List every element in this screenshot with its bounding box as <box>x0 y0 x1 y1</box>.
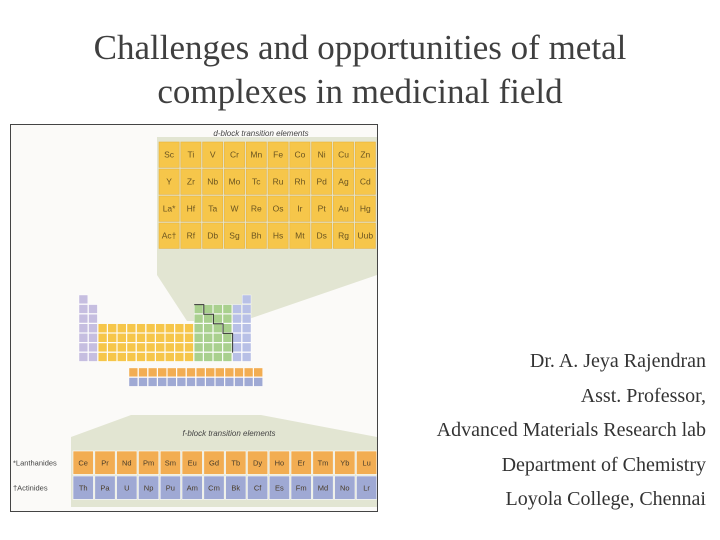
mini-table-cell <box>156 324 165 333</box>
d-block-symbol: Pd <box>316 176 327 187</box>
d-block-cell <box>355 223 375 248</box>
f-block-symbol: Tb <box>231 458 241 468</box>
mini-table-cell <box>117 333 126 342</box>
d-block-symbol: Co <box>294 149 306 160</box>
mini-f-cell <box>129 368 138 377</box>
mini-table-cell <box>89 343 98 352</box>
f-block-cell <box>335 476 355 499</box>
d-block-cell <box>312 223 332 248</box>
d-block-cell <box>333 169 353 194</box>
title-line-1: Challenges and opportunities of metal <box>93 28 627 67</box>
mini-table-cell <box>223 333 232 342</box>
d-block-cell <box>290 196 310 221</box>
mini-table-cell <box>165 353 174 362</box>
mini-table-cell <box>213 305 222 314</box>
author-department: Department of Chemistry <box>501 453 706 476</box>
mini-table-cell <box>204 324 213 333</box>
d-block-symbol: Sc <box>164 149 175 160</box>
mini-table-cell <box>146 353 155 362</box>
d-block-cell <box>181 142 201 167</box>
mini-f-cell <box>225 368 234 377</box>
f-block-symbol: Es <box>275 483 284 493</box>
f-block-cell <box>204 476 224 499</box>
d-block-cell <box>203 223 223 248</box>
mini-table-cell <box>213 324 222 333</box>
d-block-cell <box>224 142 244 167</box>
mini-f-cell <box>206 378 215 387</box>
f-block-row-label: †Actinides <box>13 483 48 493</box>
d-block-symbol: Ni <box>317 149 326 160</box>
f-block-cell <box>226 451 246 474</box>
mini-table-cell <box>98 353 107 362</box>
mini-f-cell <box>244 378 253 387</box>
mini-table-cell <box>213 343 222 352</box>
d-block-symbol: Rh <box>294 176 306 187</box>
d-block-cell <box>203 169 223 194</box>
d-block-cell <box>224 169 244 194</box>
mini-table-cell <box>185 333 194 342</box>
mini-table-cell <box>137 343 146 352</box>
d-block-symbol: Mn <box>250 149 263 160</box>
mini-table-cell <box>204 343 213 352</box>
mini-f-cell <box>177 378 186 387</box>
d-block-cell <box>268 142 288 167</box>
mini-table-cell <box>165 324 174 333</box>
mini-table-cell <box>79 333 88 342</box>
d-block-cell <box>159 142 179 167</box>
d-block-cell <box>246 196 266 221</box>
f-block-symbol: Eu <box>187 458 197 468</box>
f-block-cell <box>160 476 180 499</box>
f-block-cell <box>182 476 202 499</box>
mini-table-cell <box>213 333 222 342</box>
mini-f-cell <box>215 378 224 387</box>
d-block-symbol: Cr <box>230 149 239 160</box>
d-block-symbol: Y <box>166 176 172 187</box>
mini-f-cell <box>196 368 205 377</box>
mini-table-cell <box>242 343 251 352</box>
slide-title <box>20 26 700 114</box>
f-block-symbol: Pu <box>165 483 175 493</box>
f-block-symbol: No <box>340 483 350 493</box>
f-block-cell <box>313 476 333 499</box>
d-block-symbol: W <box>230 203 239 214</box>
f-block-symbol: Np <box>143 483 154 493</box>
mini-table-cell <box>89 314 98 323</box>
mini-table-cell <box>194 324 203 333</box>
mini-table-cell <box>242 324 251 333</box>
d-block-cell <box>181 169 201 194</box>
mini-table-cell <box>242 305 251 314</box>
mini-table-cell <box>213 314 222 323</box>
f-block-symbol: Yb <box>340 458 350 468</box>
mini-table-cell <box>165 333 174 342</box>
mini-f-cell <box>177 368 186 377</box>
f-block-cell <box>269 476 289 499</box>
d-block-cell <box>224 223 244 248</box>
mini-table-cell <box>204 314 213 323</box>
mini-table-cell <box>213 353 222 362</box>
mini-table-cell <box>127 353 136 362</box>
mini-table-cell <box>194 333 203 342</box>
f-block-symbol: Er <box>297 458 305 468</box>
d-block-symbol: Hs <box>272 230 284 241</box>
d-block-cell <box>355 196 375 221</box>
mini-table-cell <box>108 333 117 342</box>
f-block-cell <box>291 451 311 474</box>
d-block-symbol: Pt <box>317 203 326 214</box>
d-block-symbol: Os <box>272 203 284 214</box>
mini-f-cell <box>254 368 263 377</box>
mini-f-cell <box>187 368 196 377</box>
mini-table-cell <box>175 324 184 333</box>
author-block <box>437 344 706 517</box>
author-position: Asst. Professor, <box>580 384 706 407</box>
f-block-symbol: Pa <box>100 483 110 493</box>
author-college: Loyola College, Chennai <box>505 488 706 510</box>
d-block-symbol: Ti <box>187 149 195 160</box>
d-block-cell <box>246 169 266 194</box>
mini-f-cell <box>148 368 157 377</box>
mini-table-cell <box>146 333 155 342</box>
d-block-symbol: Au <box>338 203 349 214</box>
mini-table-cell <box>117 353 126 362</box>
d-block-cell <box>203 142 223 167</box>
d-block-symbol: Ag <box>338 176 349 187</box>
d-block-cell <box>355 142 375 167</box>
author-name: Dr. A. Jeya Rajendran <box>529 350 706 372</box>
d-block-symbol: Zn <box>360 149 371 160</box>
title-line-2: complexes in medicinal field <box>157 72 563 111</box>
f-block-cell <box>160 451 180 474</box>
f-block-symbol: Lu <box>362 458 371 468</box>
mini-table-cell <box>146 343 155 352</box>
f-block-cell <box>204 451 224 474</box>
mini-table-cell <box>137 353 146 362</box>
f-block-cell <box>335 451 355 474</box>
d-block-symbol: V <box>209 149 216 160</box>
mini-table-cell <box>204 305 213 314</box>
mini-f-cell <box>129 378 138 387</box>
mini-table-cell <box>223 353 232 362</box>
mini-table-cell <box>223 324 232 333</box>
mini-table-cell <box>98 333 107 342</box>
d-block-cell <box>312 196 332 221</box>
d-block-symbol: Fe <box>273 149 284 160</box>
f-block-symbol: Cm <box>208 483 220 493</box>
mini-table-cell <box>223 343 232 352</box>
mini-table-cell <box>98 324 107 333</box>
mini-f-cell <box>167 368 176 377</box>
mini-table-cell <box>108 324 117 333</box>
d-block-cell <box>290 142 310 167</box>
mini-f-cell <box>235 368 244 377</box>
mini-table-cell <box>108 343 117 352</box>
mini-f-cell <box>158 378 167 387</box>
f-block-symbol: Ho <box>274 458 285 468</box>
f-block-cell <box>117 451 137 474</box>
f-block-cell <box>291 476 311 499</box>
mini-table-cell <box>185 324 194 333</box>
d-block-symbol: Rg <box>338 230 349 241</box>
author-lab: Advanced Materials Research lab <box>436 419 706 441</box>
d-block-cell <box>203 196 223 221</box>
periodic-table-figure <box>10 124 378 512</box>
f-block-symbol: Cf <box>253 483 262 493</box>
f-block-cell <box>247 451 267 474</box>
mini-table-cell <box>233 333 242 342</box>
mini-table-cell <box>156 333 165 342</box>
f-block-symbol: U <box>124 483 130 493</box>
f-block-cell <box>269 451 289 474</box>
f-block-symbol: Th <box>78 483 88 493</box>
mini-table-cell <box>175 333 184 342</box>
mini-table-cell <box>165 343 174 352</box>
mini-f-cell <box>167 378 176 387</box>
f-block-title: f-block transition elements <box>182 429 276 438</box>
f-block-cell <box>138 451 158 474</box>
f-block-cell <box>182 451 202 474</box>
mini-f-cell <box>244 368 253 377</box>
mini-table-cell <box>89 353 98 362</box>
f-block-symbol: Nd <box>122 458 132 468</box>
f-block-symbol: Fm <box>295 483 307 493</box>
d-block-cell <box>159 169 179 194</box>
d-block-symbol: Hg <box>359 203 371 214</box>
f-block-symbol: Pr <box>101 458 109 468</box>
d-block-symbol: Ac† <box>161 230 177 241</box>
mini-f-cell <box>235 378 244 387</box>
mini-f-cell <box>254 378 263 387</box>
mini-f-cell <box>196 378 205 387</box>
mini-table-cell <box>175 343 184 352</box>
d-block-cell <box>246 142 266 167</box>
d-block-cell <box>268 196 288 221</box>
mini-table-cell <box>117 324 126 333</box>
d-block-cell <box>312 169 332 194</box>
f-block-symbol: Ce <box>78 458 88 468</box>
mini-f-cell <box>215 368 224 377</box>
mini-f-cell <box>225 378 234 387</box>
mini-table-cell <box>233 314 242 323</box>
mini-table-cell <box>137 324 146 333</box>
d-block-symbol: Db <box>207 230 219 241</box>
d-block-cell <box>333 196 353 221</box>
mini-table-cell <box>156 343 165 352</box>
mini-table-cell <box>194 343 203 352</box>
mini-table-cell <box>233 343 242 352</box>
f-block-cell <box>73 476 93 499</box>
mini-table-cell <box>137 333 146 342</box>
mini-table-cell <box>242 314 251 323</box>
f-block-cell <box>356 451 376 474</box>
mini-table-cell <box>127 343 136 352</box>
d-block-cell <box>268 223 288 248</box>
mini-table-cell <box>79 295 88 304</box>
mini-f-cell <box>158 368 167 377</box>
f-block-symbol: Am <box>186 483 198 493</box>
d-block-cell <box>290 169 310 194</box>
d-block-cell <box>268 169 288 194</box>
f-block-symbol: Md <box>317 483 329 493</box>
mini-table-cell <box>242 353 251 362</box>
mini-table-cell <box>233 305 242 314</box>
mini-table-cell <box>79 353 88 362</box>
d-block-cell <box>355 169 375 194</box>
f-block-cell <box>95 451 115 474</box>
d-block-symbol: Mo <box>228 176 241 187</box>
mini-table-cell <box>98 343 107 352</box>
f-block-symbol: Lr <box>363 483 370 493</box>
mini-table-cell <box>233 353 242 362</box>
d-block-symbol: Ru <box>272 176 284 187</box>
d-block-cell <box>181 223 201 248</box>
mini-f-cell <box>139 378 148 387</box>
d-block-symbol: Rf <box>186 230 196 241</box>
f-block-symbol: Sm <box>164 458 177 468</box>
d-block-symbol: Mt <box>295 230 305 241</box>
mini-f-cell <box>139 368 148 377</box>
mini-f-cell <box>148 378 157 387</box>
mini-table-cell <box>89 305 98 314</box>
d-block-cell <box>333 223 353 248</box>
d-block-cell <box>333 142 353 167</box>
mini-table-cell <box>204 353 213 362</box>
mini-table-cell <box>194 314 203 323</box>
f-block-symbol: Bk <box>231 483 241 493</box>
mini-table-cell <box>79 324 88 333</box>
mini-table-cell <box>127 324 136 333</box>
d-block-symbol: Tc <box>252 176 261 187</box>
d-block-symbol: Bh <box>251 230 262 241</box>
mini-table-cell <box>79 343 88 352</box>
d-block-symbol: Cd <box>359 176 371 187</box>
f-block-cell <box>95 476 115 499</box>
mini-f-cell <box>206 368 215 377</box>
mini-table-cell <box>108 353 117 362</box>
d-block-symbol: Uub <box>357 230 374 241</box>
mini-table-cell <box>89 333 98 342</box>
mini-table-cell <box>89 324 98 333</box>
mini-table-cell <box>233 324 242 333</box>
mini-table-cell <box>79 305 88 314</box>
mini-table-cell <box>223 314 232 323</box>
d-block-symbol: Nb <box>207 176 219 187</box>
d-block-cell <box>290 223 310 248</box>
f-block-row-label: *Lanthanides <box>13 458 57 468</box>
d-block-symbol: Re <box>250 203 262 214</box>
mini-table-cell <box>204 333 213 342</box>
d-block-symbol: Ds <box>316 230 327 241</box>
mini-table-cell <box>156 353 165 362</box>
f-block-cell <box>226 476 246 499</box>
f-block-symbol: Gd <box>208 458 220 468</box>
mini-table-cell <box>242 295 251 304</box>
f-block-cell <box>247 476 267 499</box>
f-block-cell <box>313 451 333 474</box>
mini-f-cell <box>187 378 196 387</box>
mini-table-cell <box>242 333 251 342</box>
mini-table-cell <box>194 353 203 362</box>
mini-table-cell <box>185 353 194 362</box>
mini-table-cell <box>117 343 126 352</box>
d-block-cell <box>312 142 332 167</box>
d-block-symbol: Ta <box>208 203 218 214</box>
f-block-cell <box>138 476 158 499</box>
mini-table-cell <box>127 333 136 342</box>
d-block-cell <box>159 196 179 221</box>
f-block-symbol: Tm <box>317 458 329 468</box>
mini-table-cell <box>185 343 194 352</box>
f-block-cell <box>117 476 137 499</box>
f-block-symbol: Dy <box>253 458 263 468</box>
d-block-title: d-block transition elements <box>213 129 309 138</box>
periodic-table-graphic <box>11 125 378 512</box>
f-block-cell <box>356 476 376 499</box>
d-block-symbol: Ir <box>297 203 303 214</box>
d-block-symbol: Cu <box>338 149 349 160</box>
mini-table-cell <box>194 305 203 314</box>
mini-table-cell <box>223 305 232 314</box>
d-block-cell <box>246 223 266 248</box>
d-block-cell <box>181 196 201 221</box>
f-block-cell <box>73 451 93 474</box>
mini-table-cell <box>175 353 184 362</box>
d-block-cell <box>159 223 179 248</box>
d-block-cell <box>224 196 244 221</box>
mini-table-cell <box>79 314 88 323</box>
d-block-symbol: Sg <box>229 230 240 241</box>
d-block-symbol: Zr <box>186 176 195 187</box>
d-block-symbol: Hf <box>186 203 196 214</box>
f-block-symbol: Pm <box>142 458 155 468</box>
mini-table-cell <box>146 324 155 333</box>
d-block-symbol: La* <box>162 203 176 214</box>
